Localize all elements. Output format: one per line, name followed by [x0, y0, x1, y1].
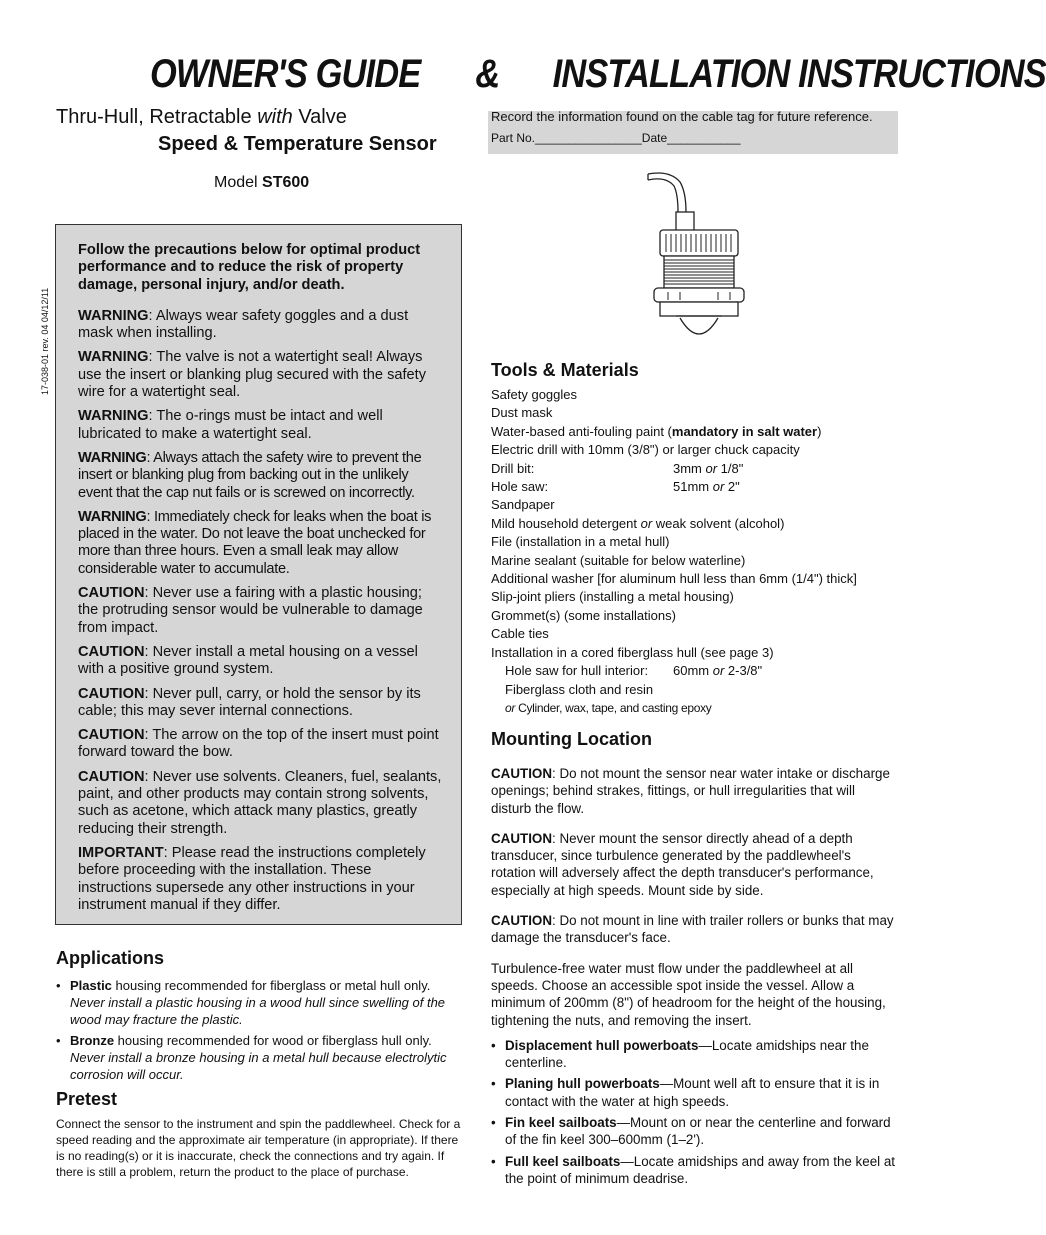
tools-heading: Tools & Materials	[491, 360, 639, 380]
list-item: Additional washer [for aluminum hull less than 6mm (1/4") thick]	[491, 571, 857, 587]
list-item: Safety goggles	[491, 387, 578, 402]
list-item: Hole saw: 51mm or 2"	[491, 479, 740, 495]
warning-item: WARNING: The o-rings must be intact and well lubricated to make a watertight seal.	[78, 408, 383, 442]
list-item: • Plastic housing recommended for fiberglass or metal hull only. Never install a plastic housing in a wood hull since swelling of the wood may fracture the plastic.	[56, 977, 466, 1028]
list-item: • Fin keel sailboats—Mount on or near the centerline and forward of the fin keel 300–600mm (1–2').	[491, 1114, 897, 1149]
list-item: Water-based anti-fouling paint (mandatory in salt water)	[491, 423, 822, 439]
list-item: Installation in a cored fiberglass hull (see page 3)	[491, 644, 774, 660]
record-instruction: Record the information found on the cable tag for future reference.	[491, 109, 873, 124]
pretest-section	[56, 1089, 466, 1180]
page-title	[150, 52, 1046, 97]
precautions-intro: Follow the precautions below for optimal product performance and to reduce the risk of property damage, personal injury, and/or death.	[78, 242, 421, 293]
list-item: Electric drill with 10mm (3/8") or larger chuck capacity	[491, 442, 800, 458]
list-item: • Bronze housing recommended for wood or fiberglass hull only. Never install a bronze housing in a metal hull because electrolytic corrosion will occur.	[56, 1032, 466, 1083]
record-fields: Part No.________________Date___________	[491, 131, 741, 145]
list-item: Mild household detergent or weak solvent (alcohol)	[491, 515, 785, 531]
list-item: Hole saw for hull interior: 60mm or 2-3/8"	[505, 663, 763, 679]
applications-section	[56, 948, 466, 1087]
list-item: Sandpaper	[491, 497, 555, 513]
warning-item: WARNING: Immediately check for leaks when the boat is placed in the water. Do not leave the boat unchecked for more than three hours. Even a small leak may allow considerable water to accumulate.	[78, 508, 432, 577]
warning-item: WARNING: The valve is not a watertight seal! Always use the insert or blanking plug secured with the safety wire for a watertight seal.	[78, 349, 427, 401]
list-item: Cable ties	[491, 626, 549, 642]
list-item: Drill bit: 3mm or 1/8"	[491, 460, 744, 476]
list-item: or Cylinder, wax, tape, and casting epoxy	[505, 700, 712, 715]
caution-item: CAUTION: Never mount the sensor directly ahead of a depth transducer, since turbulence generated by the paddlewheel's rotation will adversely affect the depth transducer's performance, especially at high speeds. Mount side by side.	[491, 830, 874, 898]
caution-item: CAUTION: The arrow on the top of the insert must point forward toward the bow.	[78, 727, 439, 761]
sensor-illustration	[640, 168, 750, 350]
tools-section	[491, 360, 901, 717]
list-item: • Displacement hull powerboats—Locate amidships near the centerline.	[491, 1037, 897, 1072]
applications-heading: Applications	[56, 948, 165, 968]
list-item: Grommet(s) (some installations)	[491, 607, 676, 623]
caution-item: CAUTION: Never pull, carry, or hold the sensor by its cable; this may sever internal connections.	[78, 685, 421, 719]
mounting-section	[491, 729, 897, 1191]
list-item: • Full keel sailboats—Locate amidships and away from the keel at the point of minimum deadrise.	[491, 1153, 897, 1188]
model-number: ST600	[262, 174, 310, 191]
warning-item: WARNING: Always wear safety goggles and a dust mask when installing.	[78, 307, 409, 342]
caution-item: CAUTION: Never install a metal housing on a vessel with a positive ground system.	[78, 643, 418, 678]
caution-item: CAUTION: Do not mount in line with trailer rollers or bunks that may damage the transducer's face.	[491, 913, 894, 946]
caution-item: CAUTION: Never use a fairing with a plastic housing; the protruding sensor would be vulnerable to damage from impact.	[78, 585, 423, 636]
subtitle-type: Thru-Hull, Retractable with Valve	[56, 106, 347, 128]
pretest-heading: Pretest	[56, 1089, 118, 1109]
list-item: Slip-joint pliers (installing a metal housing)	[491, 589, 734, 605]
record-info-box	[488, 111, 898, 154]
mounting-body: Turbulence-free water must flow under the paddlewheel at all speeds. Choose an accessible spot inside the vessel. Allow a minimum of 200mm (8") of headroom for the height of the housing, tightening the nuts, and removing the insert.	[491, 960, 886, 1028]
model-line: Model ST600	[214, 174, 310, 191]
list-item: • Planing hull powerboats—Mount well aft to ensure that it is in contact with the water at high speeds.	[491, 1075, 897, 1110]
title-installation: INSTALLATION INSTRUCTIONS	[552, 52, 1046, 96]
caution-item: CAUTION: Do not mount the sensor near water intake or discharge openings; behind strakes, fittings, or hull irregularities that will disturb the flow.	[491, 766, 890, 816]
pretest-text: Connect the sensor to the instrument and spin the paddlewheel. Check for a speed reading and the approximate air temperature (in appropriate). If there is no reading(s) or it is inaccurate, check the connections and try again. If there is still a problem, return the product to the place of purchase.	[56, 1117, 461, 1179]
list-item: File (installation in a metal hull)	[491, 534, 670, 550]
title-ampersand: &	[475, 52, 500, 96]
list-item: Fiberglass cloth and resin	[505, 681, 654, 697]
mounting-heading: Mounting Location	[491, 729, 652, 749]
caution-item: CAUTION: Never use solvents. Cleaners, fuel, sealants, paint, and other products may contain strong solvents, such as acetone, which attack many plastics, greatly reducing their strength.	[78, 768, 442, 837]
list-item: Marine sealant (suitable for below waterline)	[491, 552, 746, 568]
important-item: IMPORTANT: Please read the instructions completely before proceeding with the installation. These instructions supersede any other instructions in your instrument manual if they differ.	[78, 844, 426, 913]
title-owners-guide: OWNER'S GUIDE	[150, 52, 421, 96]
document-number: 17-038-01 rev. 04 04/12/11	[40, 287, 50, 395]
list-item: Dust mask	[491, 405, 553, 421]
precautions-box	[55, 224, 462, 925]
subtitle-product: Speed & Temperature Sensor	[158, 133, 437, 155]
warning-item: WARNING: Always attach the safety wire to prevent the insert or blanking plug from backing out in the unlikely event that the cap nut fails or is screwed on incorrectly.	[78, 449, 422, 501]
